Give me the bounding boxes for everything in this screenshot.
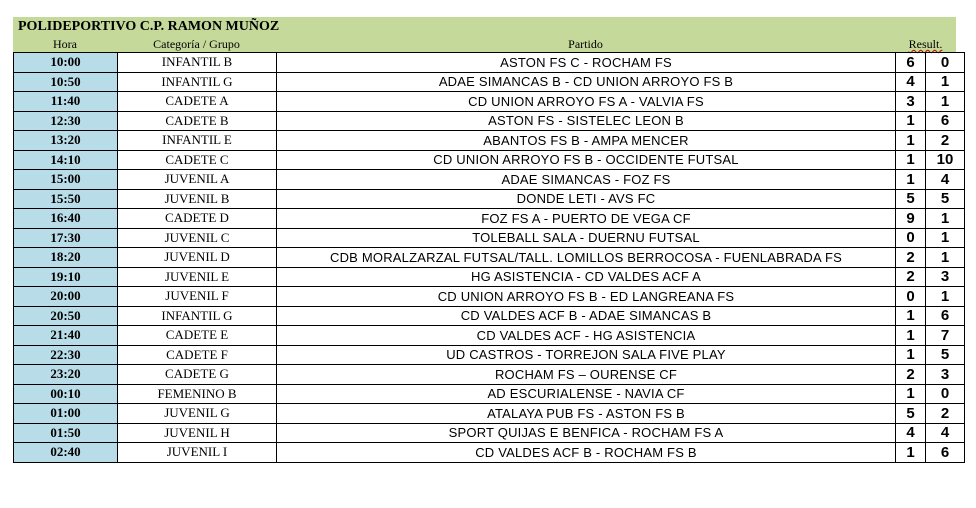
table-row	[14, 306, 965, 326]
hora-cell: 00:10	[14, 384, 118, 404]
match-cell: DONDE LETI - AVS FC	[277, 189, 896, 209]
match-cell: ASTON FS C - ROCHAM FS	[277, 53, 896, 73]
hora-cell: 20:50	[14, 306, 118, 326]
home-score-cell: 1	[896, 443, 926, 463]
categoria-cell: JUVENIL G	[118, 404, 277, 424]
hora-cell: 19:10	[14, 267, 118, 287]
home-score-cell: 2	[896, 267, 926, 287]
home-score-cell: 1	[896, 345, 926, 365]
header-partido: Partido	[568, 37, 603, 51]
away-score-cell: 2	[926, 404, 965, 424]
home-score-cell: 6	[896, 53, 926, 73]
match-cell: TOLEBALL SALA - DUERNU FUTSAL	[277, 228, 896, 248]
categoria-cell: INFANTIL G	[118, 72, 277, 92]
home-score-cell: 9	[896, 209, 926, 229]
hora-cell: 23:20	[14, 365, 118, 385]
categoria-cell: FEMENINO B	[118, 384, 277, 404]
away-score-cell: 5	[926, 345, 965, 365]
home-score-cell: 3	[896, 92, 926, 112]
away-score-cell: 1	[926, 209, 965, 229]
hora-cell: 10:00	[14, 53, 118, 73]
home-score-cell: 4	[896, 423, 926, 443]
categoria-cell: JUVENIL B	[118, 189, 277, 209]
away-score-cell: 5	[926, 189, 965, 209]
home-score-cell: 0	[896, 228, 926, 248]
match-cell: HG ASISTENCIA - CD VALDES ACF A	[277, 267, 896, 287]
table-row	[14, 326, 965, 346]
hora-cell: 21:40	[14, 326, 118, 346]
results-table	[13, 52, 965, 463]
categoria-cell: JUVENIL H	[118, 423, 277, 443]
categoria-cell: JUVENIL E	[118, 267, 277, 287]
categoria-cell: CADETE E	[118, 326, 277, 346]
categoria-cell: JUVENIL A	[118, 170, 277, 190]
header-categoria: Categoría / Grupo	[153, 37, 240, 51]
table-row	[14, 248, 965, 268]
match-cell: SPORT QUIJAS E BENFICA - ROCHAM FS A	[277, 423, 896, 443]
hora-cell: 02:40	[14, 443, 118, 463]
categoria-cell: CADETE A	[118, 92, 277, 112]
match-cell: CD VALDES ACF B - ROCHAM FS B	[277, 443, 896, 463]
home-score-cell: 1	[896, 111, 926, 131]
away-score-cell: 7	[926, 326, 965, 346]
away-score-cell: 0	[926, 53, 965, 73]
home-score-cell: 1	[896, 150, 926, 170]
home-score-cell: 1	[896, 131, 926, 151]
away-score-cell: 3	[926, 267, 965, 287]
hora-cell: 12:30	[14, 111, 118, 131]
home-score-cell: 1	[896, 306, 926, 326]
home-score-cell: 1	[896, 326, 926, 346]
table-row	[14, 345, 965, 365]
table-row	[14, 423, 965, 443]
match-cell: CDB MORALZARZAL FUTSAL/TALL. LOMILLOS BERROCOSA - FUENLABRADA FS	[277, 248, 896, 268]
header-resultado: Result.	[908, 37, 943, 51]
hora-cell: 22:30	[14, 345, 118, 365]
away-score-cell: 1	[926, 92, 965, 112]
hora-cell: 01:50	[14, 423, 118, 443]
match-cell: ASTON FS - SISTELEC LEON B	[277, 111, 896, 131]
away-score-cell: 4	[926, 423, 965, 443]
away-score-cell: 1	[926, 248, 965, 268]
table-row	[14, 267, 965, 287]
categoria-cell: INFANTIL E	[118, 131, 277, 151]
categoria-cell: INFANTIL B	[118, 53, 277, 73]
column-header-row	[13, 37, 956, 52]
categoria-cell: JUVENIL I	[118, 443, 277, 463]
match-cell: CD UNION ARROYO FS B - OCCIDENTE FUTSAL	[277, 150, 896, 170]
categoria-cell: CADETE G	[118, 365, 277, 385]
hora-cell: 01:00	[14, 404, 118, 424]
header-hora: Hora	[53, 37, 77, 51]
match-cell: CD UNION ARROYO FS A - VALVIA FS	[277, 92, 896, 112]
home-score-cell: 1	[896, 170, 926, 190]
categoria-cell: CADETE F	[118, 345, 277, 365]
hora-cell: 20:00	[14, 287, 118, 307]
away-score-cell: 1	[926, 72, 965, 92]
categoria-cell: JUVENIL F	[118, 287, 277, 307]
categoria-cell: CADETE B	[118, 111, 277, 131]
match-cell: CD VALDES ACF - HG ASISTENCIA	[277, 326, 896, 346]
hora-cell: 14:10	[14, 150, 118, 170]
table-row	[14, 189, 965, 209]
categoria-cell: CADETE C	[118, 150, 277, 170]
hora-cell: 13:20	[14, 131, 118, 151]
table-row	[14, 53, 965, 73]
hora-cell: 10:50	[14, 72, 118, 92]
away-score-cell: 6	[926, 111, 965, 131]
table-row	[14, 365, 965, 385]
away-score-cell: 6	[926, 306, 965, 326]
table-row	[14, 209, 965, 229]
away-score-cell: 2	[926, 131, 965, 151]
away-score-cell: 1	[926, 228, 965, 248]
match-cell: CD VALDES ACF B - ADAE SIMANCAS B	[277, 306, 896, 326]
table-row	[14, 111, 965, 131]
home-score-cell: 4	[896, 72, 926, 92]
table-row	[14, 443, 965, 463]
table-row	[14, 131, 965, 151]
home-score-cell: 0	[896, 287, 926, 307]
hora-cell: 11:40	[14, 92, 118, 112]
home-score-cell: 2	[896, 365, 926, 385]
home-score-cell: 2	[896, 248, 926, 268]
away-score-cell: 10	[926, 150, 965, 170]
match-cell: FOZ FS A - PUERTO DE VEGA CF	[277, 209, 896, 229]
table-row	[14, 228, 965, 248]
table-row	[14, 150, 965, 170]
match-cell: ROCHAM FS – OURENSE CF	[277, 365, 896, 385]
away-score-cell: 4	[926, 170, 965, 190]
away-score-cell: 6	[926, 443, 965, 463]
home-score-cell: 5	[896, 404, 926, 424]
table-row	[14, 72, 965, 92]
match-cell: ATALAYA PUB FS - ASTON FS B	[277, 404, 896, 424]
hora-cell: 16:40	[14, 209, 118, 229]
table-row	[14, 384, 965, 404]
categoria-cell: CADETE D	[118, 209, 277, 229]
table-row	[14, 92, 965, 112]
categoria-cell: INFANTIL G	[118, 306, 277, 326]
away-score-cell: 3	[926, 365, 965, 385]
hora-cell: 17:30	[14, 228, 118, 248]
hora-cell: 18:20	[14, 248, 118, 268]
home-score-cell: 1	[896, 384, 926, 404]
categoria-cell: JUVENIL C	[118, 228, 277, 248]
categoria-cell: JUVENIL D	[118, 248, 277, 268]
sheet-title: POLIDEPORTIVO C.P. RAMON MUÑOZ	[13, 17, 956, 37]
home-score-cell: 5	[896, 189, 926, 209]
hora-cell: 15:50	[14, 189, 118, 209]
table-row	[14, 287, 965, 307]
match-cell: CD UNION ARROYO FS B - ED LANGREANA FS	[277, 287, 896, 307]
table-row	[14, 404, 965, 424]
match-cell: ADAE SIMANCAS B - CD UNION ARROYO FS B	[277, 72, 896, 92]
away-score-cell: 1	[926, 287, 965, 307]
hora-cell: 15:00	[14, 170, 118, 190]
match-cell: UD CASTROS - TORREJON SALA FIVE PLAY	[277, 345, 896, 365]
table-row	[14, 170, 965, 190]
match-cell: AD ESCURIALENSE - NAVIA CF	[277, 384, 896, 404]
away-score-cell: 0	[926, 384, 965, 404]
match-cell: ADAE SIMANCAS - FOZ FS	[277, 170, 896, 190]
match-cell: ABANTOS FS B - AMPA MENCER	[277, 131, 896, 151]
